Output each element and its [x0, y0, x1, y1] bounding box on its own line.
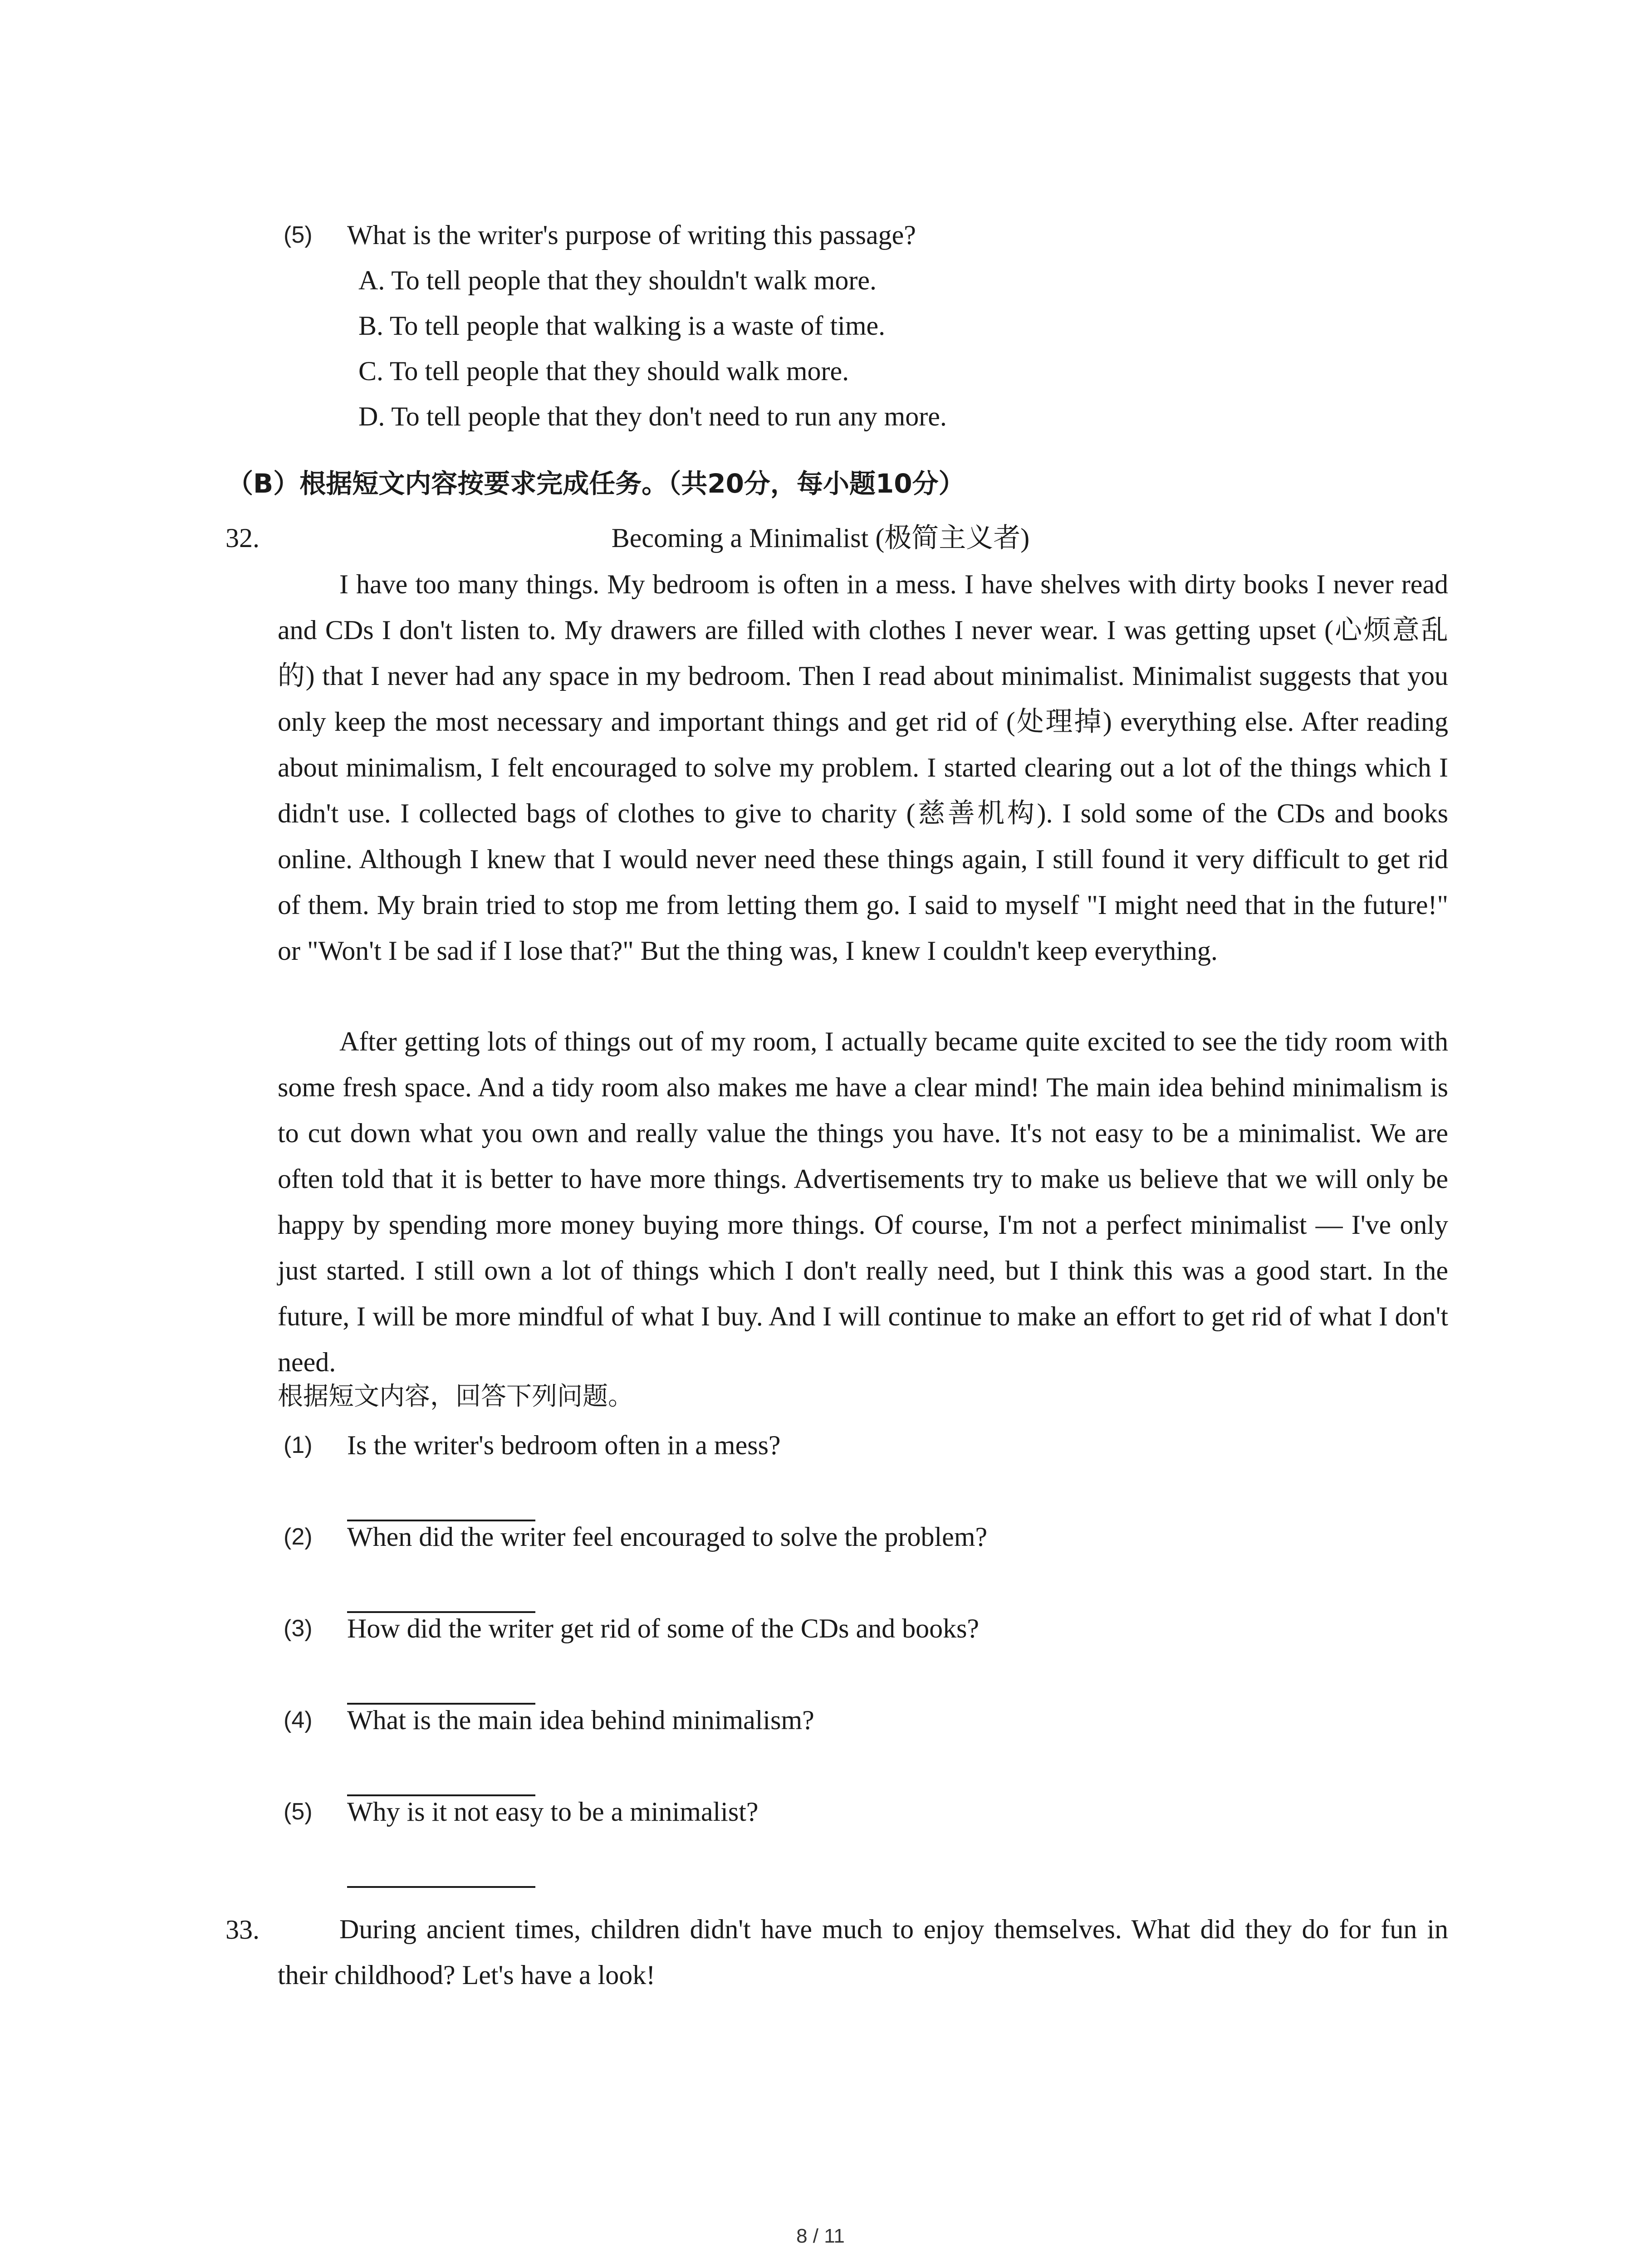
q33-intro: During ancient times, children didn't have much to enjoy themselves. What did they do for fun in their childhood? Let's have a look!: [278, 1914, 1448, 1990]
section-b-heading: （B）根据短文内容按要求完成任务。（共20分，每小题10分）: [227, 468, 965, 499]
sub-question-text: How did the writer get rid of some of the CDs and books?: [347, 1613, 980, 1643]
passage-paragraph-2: After getting lots of things out of my room, I actually became quite excited to see the tidy room with some fresh space. And a tidy room also makes me have a clear mind! The main idea behind minimalism is to cut down what you own and really value the things you have. It's not easy to be a minimalist. We are often told that it is better to have more things. Advertisements try to make us believe that we will only be happy by spending more money buying more things. Of course, I'm not a perfect minimalist — I've only just started. I still own a lot of things which I don't really need, but I think this was a good start. In the future, I will be more mindful of what I buy. And I will continue to make an effort to get rid of what I don't need.: [278, 1026, 1448, 1377]
sub-question-text: When did the writer feel encouraged to solve the problem?: [347, 1522, 988, 1552]
passage-title: Becoming a Minimalist (极简主义者): [611, 523, 1030, 553]
question-instruction: 根据短文内容，回答下列问题。: [278, 1382, 633, 1411]
q32-number: 32.: [225, 523, 260, 553]
option-c: C. To tell people that they should walk more.: [358, 356, 849, 386]
sub-question-number: (4): [284, 1707, 313, 1733]
sub-question-text: Why is it not easy to be a minimalist?: [347, 1797, 759, 1827]
q31-5-question: What is the writer's purpose of writing this passage?: [347, 220, 916, 250]
sub-question-number: (2): [284, 1524, 313, 1550]
option-d: D. To tell people that they don't need to run any more.: [358, 401, 947, 431]
passage-paragraph-1: I have too many things. My bedroom is often in a mess. I have shelves with dirty books I never read and CDs I don't listen to. My drawers are filled with clothes I never wear. I was getting upset (心烦意乱的) that I never had any space in my bedroom. Then I read about minimalist. Minimalist suggests that you only keep the most necessary and important things and get rid of (处理掉) everything else. After reading about minimalism, I felt encouraged to solve my problem. I started clearing out a lot of the things which I didn't use. I collected bags of clothes to give to charity (慈善机构). I sold some of the CDs and books online. Although I knew that I would never need these things again, I still found it very difficult to get rid of them. My brain tried to stop me from letting them go. I said to myself "I might need that in the future!" or "Won't I be sad if I lose that?" But the thing was, I knew I couldn't keep everything.: [278, 569, 1448, 966]
q31-5-number: (5): [284, 222, 313, 248]
sub-question-text: Is the writer's bedroom often in a mess?: [347, 1430, 781, 1460]
q33-number: 33.: [225, 1915, 260, 1945]
sub-question-number: (5): [284, 1799, 313, 1825]
answer-blank[interactable]: [347, 1886, 535, 1888]
sub-question-number: (1): [284, 1432, 313, 1458]
option-a: A. To tell people that they shouldn't walk more.: [358, 265, 877, 295]
page-number: 8 / 11: [796, 2225, 845, 2247]
sub-question-text: What is the main idea behind minimalism?: [347, 1705, 814, 1735]
sub-question-number: (3): [284, 1615, 313, 1642]
option-b: B. To tell people that walking is a waste of time.: [358, 311, 886, 341]
